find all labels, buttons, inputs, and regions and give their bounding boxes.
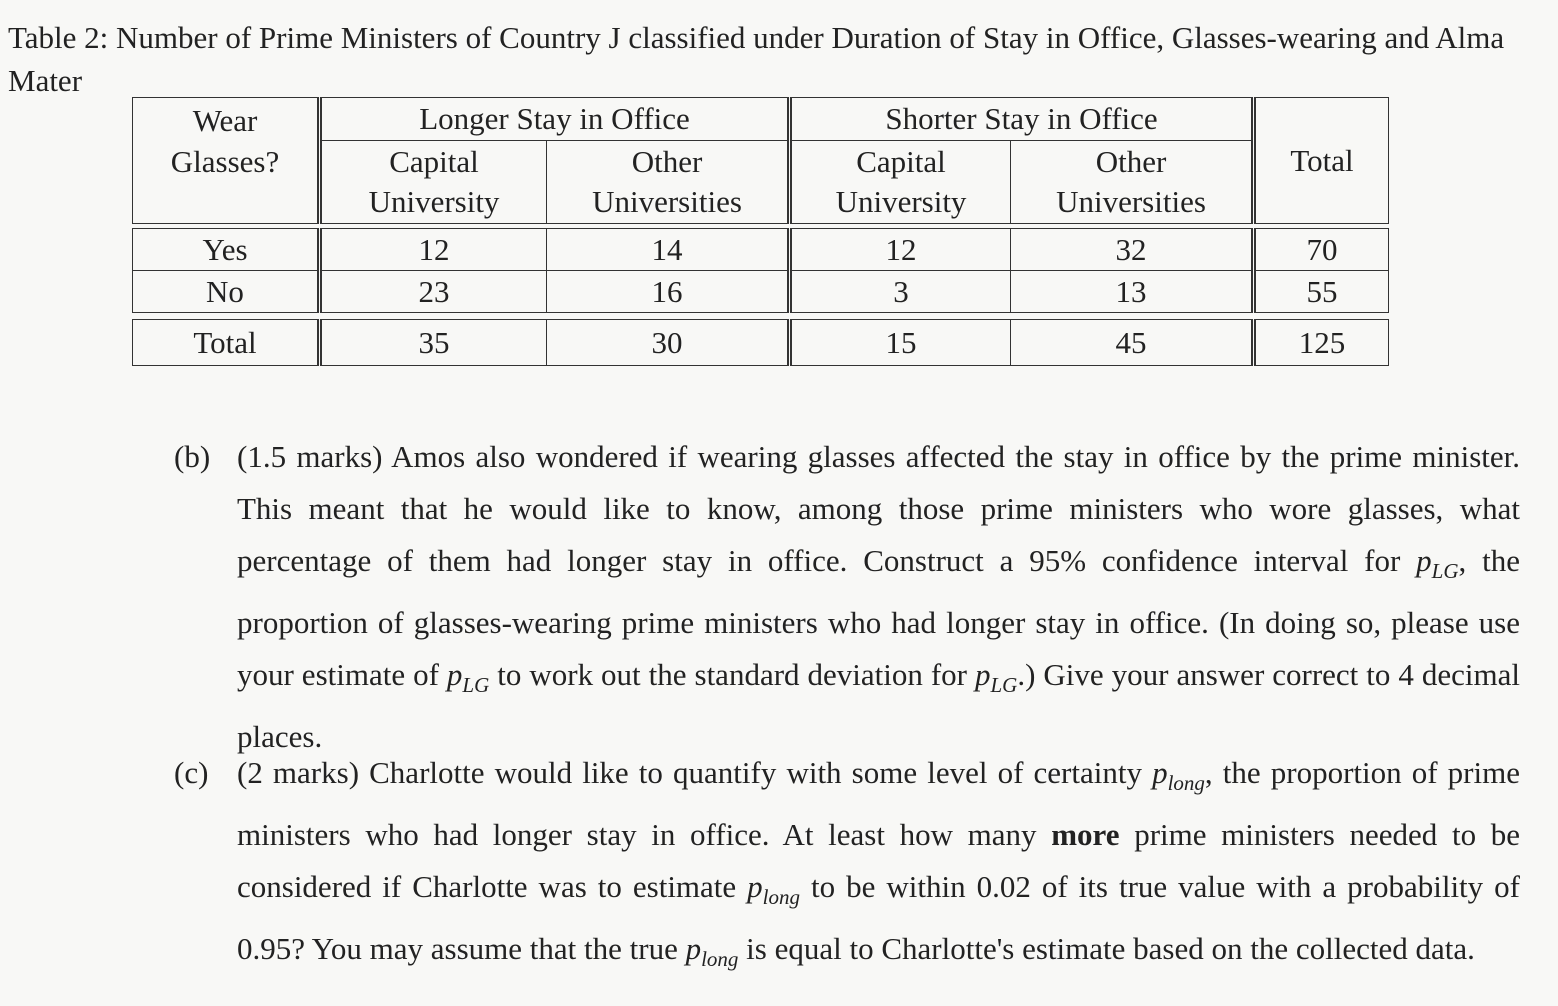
subcol-header: [790, 141, 1011, 224]
math-symbol: p: [747, 869, 763, 905]
table-header: [132, 97, 1389, 224]
shorter-stay-header: Shorter Stay in Office: [790, 98, 1254, 141]
header-line: Wear: [192, 103, 258, 138]
question-text: [237, 431, 1520, 763]
math-symbol: p: [685, 931, 702, 967]
math-symbol: p: [1152, 755, 1168, 790]
cell: 70: [1254, 229, 1389, 271]
cell: 32: [1011, 229, 1254, 271]
text: , the proportion of glasses-wearing prime ministers who had longer stay in office. (In doing so, please use your estimate of: [237, 543, 1520, 693]
header-line: Other: [631, 144, 703, 179]
header-line: Glasses?: [170, 144, 280, 179]
question-label: (c): [174, 755, 209, 790]
cell: 125: [1254, 320, 1389, 366]
cell: 3: [790, 271, 1011, 313]
text: , the proportion of prime ministers who had longer stay in office. At least how many: [237, 755, 1520, 853]
question-c: [174, 747, 1520, 986]
header-line: Capital: [856, 144, 946, 179]
cell: 45: [1011, 320, 1254, 366]
math-subscript: long: [1167, 771, 1205, 796]
longer-stay-header: Longer Stay in Office: [320, 98, 790, 141]
cell: 12: [320, 229, 547, 271]
subcol-header: [320, 141, 547, 224]
cell: 15: [790, 320, 1011, 366]
math-p-lg: [1416, 543, 1459, 584]
table-totals: [132, 319, 1389, 366]
math-subscript: LG: [990, 673, 1018, 698]
cell: 16: [547, 271, 790, 313]
wear-glasses-header: [133, 98, 320, 224]
math-symbol: p: [1416, 543, 1432, 578]
cell: 13: [1011, 271, 1254, 313]
cell: 35: [320, 320, 547, 366]
text: to be within 0.02 of its true value with a probability of 0.95? You may assume that the true: [237, 869, 1520, 967]
table-row: [133, 320, 1389, 366]
math-subscript: long: [762, 885, 801, 910]
question-text: [237, 747, 1520, 986]
cell: 23: [320, 271, 547, 313]
text: (2 marks) Charlotte would like to quantify with some level of certainty: [237, 755, 1153, 790]
math-subscript: LG: [1431, 559, 1459, 584]
text: to work out the standard deviation for: [489, 657, 975, 693]
subcol-header: [547, 141, 790, 224]
table-row: [133, 229, 1389, 271]
row-label: Total: [133, 320, 320, 366]
header-line: Other: [1095, 144, 1167, 179]
bold-text: more: [1051, 817, 1120, 853]
row-label: Yes: [133, 229, 320, 271]
math-p-long: [747, 869, 801, 910]
math-symbol: p: [446, 657, 463, 693]
math-subscript: LG: [462, 673, 490, 698]
text: prime ministers needed to be considered if Charlotte was to estimate: [237, 817, 1520, 905]
table-body: [132, 228, 1389, 313]
subcol-header: [1011, 141, 1254, 224]
header-line: Universities: [592, 184, 742, 219]
question-label: (b): [174, 439, 211, 474]
cell: 12: [790, 229, 1011, 271]
cell: 55: [1254, 271, 1389, 313]
cell: 14: [547, 229, 790, 271]
math-subscript: long: [701, 947, 739, 972]
text: is equal to Charlotte's estimate based on the collected data.: [738, 931, 1475, 967]
table-row: [133, 271, 1389, 313]
text: .) Give your answer correct to 4 decimal places.: [237, 657, 1520, 755]
header-line: University: [835, 184, 967, 219]
table-caption: Table 2: Number of Prime Ministers of Country J classified under Duration of Stay in Office, Glasses-wearing and Alma Mater: [8, 20, 1505, 98]
header-line: University: [368, 184, 500, 219]
row-label: No: [133, 271, 320, 313]
math-p-long: [685, 931, 739, 972]
text: (1.5 marks) Amos also wondered if wearing glasses affected the stay in office by the prime minister. This meant that he would like to know, among those prime ministers who wore glasses, what percentage of them had longer stay in office. Construct a 95% confidence interval for: [237, 439, 1520, 578]
math-p-lg: [446, 657, 490, 698]
cell: 30: [547, 320, 790, 366]
question-b: [174, 431, 1520, 763]
header-line: Universities: [1056, 184, 1206, 219]
header-line: Capital: [389, 144, 479, 179]
math-p-lg: [975, 657, 1018, 698]
math-symbol: p: [975, 657, 991, 693]
math-p-long: [1152, 755, 1205, 796]
total-header: Total: [1254, 98, 1389, 224]
